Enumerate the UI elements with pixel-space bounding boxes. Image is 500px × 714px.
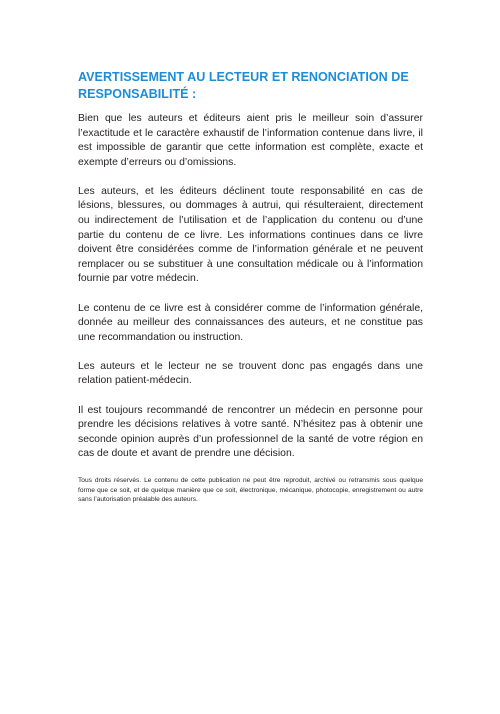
paragraph-consult-doctor: Il est toujours recommandé de rencontrer un médecin en personne pour prendre les décisions relatives à votre santé. N’hésitez pas à obtenir une seconde opinion auprès d’un professionnel de la santé de votre région en cas de doute et avant de prendre une décision. <box>78 404 423 460</box>
paragraph-no-relationship: Les auteurs et le lecteur ne se trouvent donc pas engagés dans une relation patient-médecin. <box>78 360 423 387</box>
copyright-notice: Tous droits réservés. Le contenu de cette publication ne peut être reproduit, archivé ou retransmis sous quelque forme que ce soit, et de quelque manière que ce soit, électronique, mécanique, photocopie, enregistrement ou autre sans l’autorisation préalable des auteurs. <box>78 477 423 504</box>
disclaimer-page <box>78 69 423 505</box>
paragraph-accuracy: Bien que les auteurs et éditeurs aient pris le meilleur soin d’assurer l’exactitude et le caractère exhaustif de l’information contenue dans livre, il est impossible de garantir que cette information est complète, exacte et exempte d’erreurs ou d’omissions. <box>78 113 423 168</box>
page-title: AVERTISSEMENT AU LECTEUR ET RENONCIATION DE RESPONSABILITÉ : <box>78 70 409 101</box>
paragraph-general-information: Le contenu de ce livre est à considérer comme de l’information générale, donnée au meilleur des connaissances des auteurs, et ne constitue pas une recommandation ou instruction. <box>78 302 423 343</box>
paragraph-liability: Les auteurs, et les éditeurs déclinent toute responsabilité en cas de lésions, blessures, ou dommages à autrui, qui résulteraient, directement ou indirectement de l’utilisation et de l’application du contenu ou d’une partie du contenu de ce livre. Les informations continues dans ce livre doivent être considérées comme de l’information générale et ne peuvent remplacer ou se substituer à une consultation médicale ou à l’information fournie par votre médecin. <box>78 185 423 285</box>
